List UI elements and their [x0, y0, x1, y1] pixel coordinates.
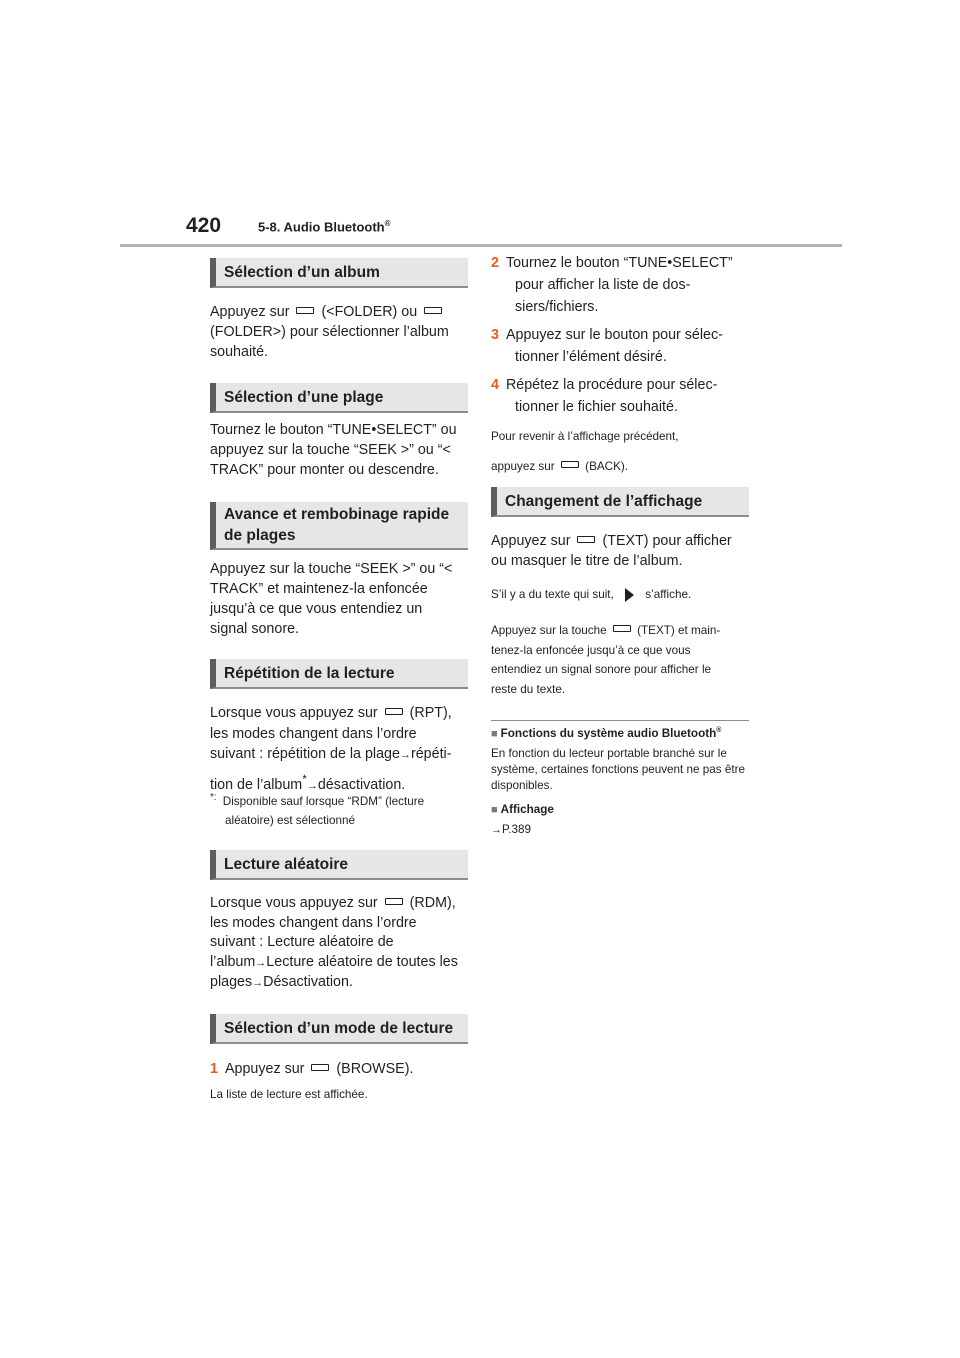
arrow-icon: → [399, 749, 411, 761]
step-1 [210, 1058, 470, 1080]
note1-a: S’il y a du texte qui suit, [491, 588, 614, 601]
button-icon [311, 1064, 329, 1071]
heading-random [210, 850, 468, 880]
back-note [491, 422, 753, 482]
album-text [210, 302, 470, 362]
step-number: 4 [491, 377, 499, 393]
heading-display [491, 487, 749, 517]
note2-e: reste du texte. [491, 682, 566, 696]
note2-b: (TEXT) et main- [637, 624, 721, 637]
button-icon [296, 307, 314, 314]
button-icon [385, 708, 403, 715]
header-divider [120, 244, 842, 247]
heading-display-text: Changement de l’affichage [505, 492, 703, 510]
registered-mark: ® [716, 727, 722, 735]
button-icon [424, 307, 442, 314]
random-a: Lorsque vous appuyez sur [210, 895, 378, 911]
footnote-line1: Disponible sauf lorsque “RDM” (lecture [222, 794, 425, 808]
footnote-mark: *: [210, 792, 217, 803]
functions-title: Fonctions du système audio Bluetooth [500, 727, 717, 740]
repeat-d: suivant : répétition de la plage [210, 746, 400, 762]
heading-album-text: Sélection d’un album [224, 263, 380, 281]
step1-a: Appuyez sur [224, 1061, 305, 1077]
button-icon [613, 625, 631, 632]
note2-c: tenez-la enfoncée jusqu’à ce que vous [491, 643, 691, 657]
heading-ffrew-line2: de plages [224, 527, 296, 544]
arrow-icon: → [252, 977, 264, 990]
heading-ffrew [210, 502, 468, 550]
affichage-title: Affichage [500, 803, 554, 816]
page-number: 420 [186, 214, 222, 237]
random-f: Lecture aléatoire de toutes les [266, 953, 458, 970]
album-text-part2: (<FOLDER) ou [321, 304, 418, 320]
button-icon [385, 898, 403, 905]
random-b: (RDM), [409, 895, 456, 911]
repeat-text [210, 703, 472, 796]
registered-mark: ® [384, 219, 391, 228]
note2-a: Appuyez sur la touche [491, 624, 607, 637]
display-text [491, 531, 753, 571]
heading-track-text: Sélection d’une plage [224, 388, 384, 406]
step3-line1: Appuyez sur le bouton pour sélec- [505, 327, 723, 343]
step-number: 1 [210, 1061, 218, 1077]
step1-note: La liste de lecture est affichée. [210, 1088, 368, 1101]
step2-line3: siers/fichiers. [515, 299, 599, 315]
back-b: (BACK). [585, 460, 629, 473]
heading-repeat-text: Répétition de la lecture [224, 664, 395, 682]
step1-b: (BROWSE). [336, 1061, 414, 1077]
step3-line2: tionner l’élément désiré. [515, 349, 667, 365]
square-bullet-icon: ■ [491, 804, 498, 816]
subheading-affichage [491, 803, 753, 816]
heading-track [210, 383, 468, 413]
display-b: (TEXT) pour afficher [602, 533, 732, 549]
display-a: Appuyez sur [491, 533, 571, 549]
back-line1: Pour revenir à l’affichage précédent, [491, 430, 679, 443]
notes-divider [491, 720, 749, 721]
note1-b: s’affiche. [645, 588, 692, 601]
display-note1 [491, 585, 753, 605]
footnote-line2: aléatoire) est sélectionné [225, 814, 355, 828]
repeat-c: les modes changent dans l’ordre [210, 725, 417, 742]
random-h: Désactivation. [263, 974, 353, 991]
ffrew-text: Appuyez sur la touche “SEEK >” ou “< TRACK” et maintenez-la enfoncée jusqu’à ce que vous entendiez un signal sonore. [210, 561, 453, 637]
step-number: 2 [491, 255, 499, 271]
album-text-part1: Appuyez sur [210, 304, 290, 320]
random-d: suivant : Lecture aléatoire de [210, 934, 394, 951]
display-c: ou masquer le titre de l’album. [491, 553, 683, 569]
album-text-part3: (FOLDER>) pour sélectionner l’album souhaité. [210, 324, 449, 360]
random-e: l’album [210, 953, 256, 970]
step-4 [491, 374, 753, 418]
step-3 [491, 324, 753, 368]
square-bullet-icon: ■ [491, 728, 498, 740]
step4-line1: Répétez la procédure pour sélec- [505, 377, 718, 393]
step-number: 3 [491, 327, 499, 343]
random-g: plages [210, 974, 253, 991]
repeat-f: tion de l’album [210, 776, 303, 793]
track-text: Tournez le bouton “TUNE•SELECT” ou appuyez sur la touche “SEEK >” ou “< TRACK” pour monter ou descendre. [210, 422, 457, 478]
step4-line2: tionner le fichier souhaité. [515, 399, 678, 415]
repeat-b: (RPT), [409, 705, 452, 721]
heading-album [210, 258, 468, 288]
heading-mode-text: Sélection d’un mode de lecture [224, 1019, 454, 1037]
repeat-footnote [210, 788, 470, 831]
display-note2 [491, 621, 753, 699]
step2-line2: pour afficher la liste de dos- [515, 277, 691, 293]
random-text [210, 894, 472, 994]
section-reference [258, 219, 391, 234]
heading-random-text: Lecture aléatoire [224, 855, 349, 873]
heading-ffrew-line1: Avance et rembobinage rapide [224, 506, 450, 523]
button-icon [577, 536, 595, 543]
functions-text: En fonction du lecteur portable branché sur le système, certaines fonctions peuvent ne pas être disponibles. [491, 747, 746, 792]
note2-d: entendiez un signal sonore pour afficher le [491, 663, 712, 676]
asterisk: * [302, 771, 307, 786]
heading-repeat [210, 659, 468, 689]
affichage-reference[interactable] [491, 820, 753, 841]
section-title: 5-8. Audio Bluetooth [258, 219, 385, 235]
repeat-a: Lorsque vous appuyez sur [210, 705, 378, 721]
repeat-g: désactivation. [317, 776, 406, 793]
button-icon [561, 461, 579, 468]
back-a: appuyez sur [491, 460, 555, 473]
arrow-icon: → [491, 824, 502, 836]
step-2 [491, 252, 753, 318]
repeat-e: répéti- [410, 746, 452, 762]
heading-mode [210, 1014, 468, 1044]
arrow-icon: → [306, 779, 318, 792]
play-arrow-icon [625, 588, 634, 602]
page-link[interactable]: P.389 [502, 823, 532, 836]
arrow-icon: → [255, 956, 267, 969]
step2-line1: Tournez le bouton “TUNE•SELECT” [505, 255, 733, 271]
random-c: les modes changent dans l’ordre [210, 914, 417, 931]
subheading-functions [491, 727, 753, 740]
